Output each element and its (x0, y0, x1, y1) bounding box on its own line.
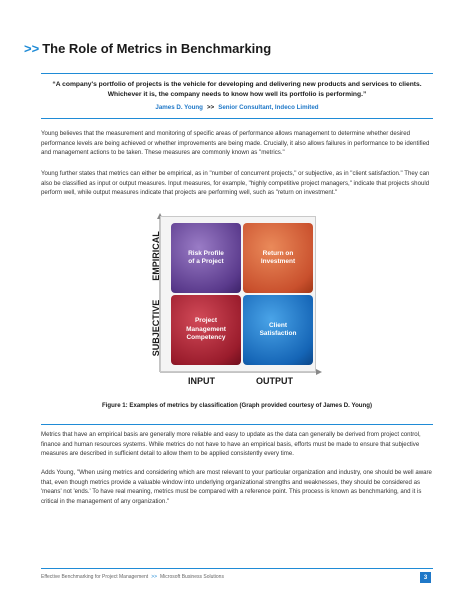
body-paragraph-4: Adds Young, "When using metrics and considering which are most relevant to your particular organization and industry, one should be well aware that, even though metrics provide a valuable window into underlying organizational strengths and weaknesses, they should be considered as 'means' not 'ends.' To have real meaning, metrics must be compared with a reference point. This process is known as benchmarking, and it is critical in the management of any organization." (41, 469, 432, 505)
quote-attribution (41, 104, 433, 111)
x-axis-label-output: OUTPUT (256, 376, 293, 386)
page-number: 3 (420, 572, 431, 583)
pull-quote: “A company's portfolio of projects is the vehicle for developing and delivering new products and services to clients. Whichever it is, the company needs to know how well its portfolio is performing.” (52, 81, 422, 98)
y-axis-label-empirical: EMPIRICAL (151, 231, 161, 281)
footer-company: Microsoft Business Solutions (160, 574, 224, 580)
quadrant-client-satisfaction: Client Satisfaction (243, 295, 313, 365)
caption-rule (41, 424, 433, 425)
quote-top-rule (41, 73, 433, 74)
attribution-separator: >> (206, 104, 215, 111)
quote-role: Senior Consultant, Indeco Limited (218, 104, 319, 111)
footer-separator: >> (151, 574, 158, 580)
y-axis-label-subjective: SUBJECTIVE (151, 299, 161, 357)
title-text: The Role of Metrics in Benchmarking (42, 41, 272, 56)
quote-author: James D. Young (155, 104, 203, 111)
footer-doc-title: Effective Benchmarking for Project Management (41, 574, 149, 580)
page-title (24, 41, 271, 56)
figure-caption: Figure 1: Examples of metrics by classification (Graph provided courtesy of James D. Young) (101, 402, 372, 409)
quote-bottom-rule (41, 118, 433, 119)
quadrant-risk-profile: Risk Profile of a Project (171, 223, 241, 293)
body-paragraph-3: Metrics that have an empirical basis are generally more reliable and easy to update as the data can generally be derived from project control, finance and human resources systems. While metrics do not have to have an empirical basis, efforts must be made to ensure that subjective measures are described in sufficient detail to allow them to be applied consistently every time. (41, 431, 421, 457)
footer-text (41, 574, 224, 580)
quadrant-pm-competency: Project Management Competency (171, 295, 241, 365)
quadrant-plot-area (160, 216, 316, 372)
metrics-classification-figure (148, 213, 323, 388)
body-paragraph-1: Young believes that the measurement and monitoring of specific areas of performance allows management to determine whether desired performance levels are being achieved or whether improvements are being made. Crucially, it also allows failures in performance to be identified and management actions to be taken. These measures are commonly known as "metrics." (41, 130, 430, 156)
body-paragraph-2: Young further states that metrics can either be empirical, as in "number of concurrent projects," or subjective, as in "client satisfaction." They can also be classified as input or output measures. Input measures, for example, "highly competitive project managers," indicate that projects should perform well, while output measures indicate that projects are performing well, such as "return on investment." (41, 170, 430, 196)
footer-rule (41, 568, 433, 569)
x-axis-label-input: INPUT (188, 376, 215, 386)
title-arrows: >> (24, 41, 40, 56)
quadrant-return-on-investment: Return on Investment (243, 223, 313, 293)
